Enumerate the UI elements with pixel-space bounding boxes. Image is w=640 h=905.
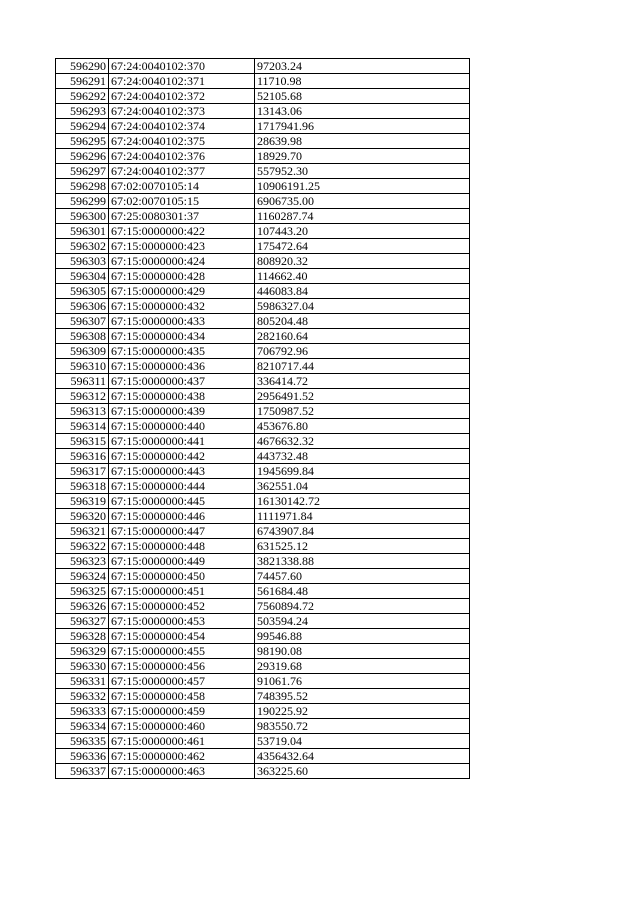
cadastral-number-cell: 67:15:0000000:447 — [109, 524, 255, 539]
cadastral-number-cell: 67:15:0000000:424 — [109, 254, 255, 269]
cadastral-number-cell: 67:15:0000000:445 — [109, 494, 255, 509]
cadastral-number-cell: 67:15:0000000:451 — [109, 584, 255, 599]
cadastral-number-cell: 67:15:0000000:462 — [109, 749, 255, 764]
table-row — [56, 704, 470, 719]
table-row — [56, 584, 470, 599]
table-row — [56, 284, 470, 299]
table-body — [56, 59, 470, 779]
row-number-cell: 596298 — [56, 179, 109, 194]
row-number-cell: 596315 — [56, 434, 109, 449]
row-number-cell: 596319 — [56, 494, 109, 509]
table-row — [56, 179, 470, 194]
cadastral-number-cell: 67:15:0000000:422 — [109, 224, 255, 239]
table-row — [56, 374, 470, 389]
value-cell: 503594.24 — [255, 614, 470, 629]
value-cell: 446083.84 — [255, 284, 470, 299]
row-number-cell: 596336 — [56, 749, 109, 764]
cadastral-number-cell: 67:15:0000000:461 — [109, 734, 255, 749]
value-cell: 99546.88 — [255, 629, 470, 644]
value-cell: 561684.48 — [255, 584, 470, 599]
value-cell: 74457.60 — [255, 569, 470, 584]
row-number-cell: 596292 — [56, 89, 109, 104]
value-cell: 7560894.72 — [255, 599, 470, 614]
row-number-cell: 596294 — [56, 119, 109, 134]
value-cell: 11710.98 — [255, 74, 470, 89]
cadastral-number-cell: 67:15:0000000:439 — [109, 404, 255, 419]
table-row — [56, 764, 470, 779]
value-cell: 6906735.00 — [255, 194, 470, 209]
table-row — [56, 749, 470, 764]
value-cell: 282160.64 — [255, 329, 470, 344]
value-cell: 28639.98 — [255, 134, 470, 149]
table-row — [56, 629, 470, 644]
value-cell: 53719.04 — [255, 734, 470, 749]
cadastral-number-cell: 67:24:0040102:370 — [109, 59, 255, 74]
value-cell: 16130142.72 — [255, 494, 470, 509]
table-row — [56, 434, 470, 449]
cadastral-number-cell: 67:15:0000000:456 — [109, 659, 255, 674]
value-cell: 29319.68 — [255, 659, 470, 674]
cadastral-number-cell: 67:15:0000000:453 — [109, 614, 255, 629]
cadastral-number-cell: 67:15:0000000:463 — [109, 764, 255, 779]
table-row — [56, 419, 470, 434]
cadastral-number-cell: 67:15:0000000:446 — [109, 509, 255, 524]
table-row — [56, 224, 470, 239]
cadastral-number-cell: 67:15:0000000:449 — [109, 554, 255, 569]
row-number-cell: 596313 — [56, 404, 109, 419]
value-cell: 453676.80 — [255, 419, 470, 434]
value-cell: 443732.48 — [255, 449, 470, 464]
row-number-cell: 596334 — [56, 719, 109, 734]
row-number-cell: 596331 — [56, 674, 109, 689]
row-number-cell: 596307 — [56, 314, 109, 329]
cadastral-number-cell: 67:24:0040102:375 — [109, 134, 255, 149]
cadastral-number-cell: 67:15:0000000:448 — [109, 539, 255, 554]
value-cell: 808920.32 — [255, 254, 470, 269]
cadastral-number-cell: 67:15:0000000:438 — [109, 389, 255, 404]
value-cell: 1945699.84 — [255, 464, 470, 479]
table-row — [56, 524, 470, 539]
cadastral-number-cell: 67:15:0000000:443 — [109, 464, 255, 479]
table-row — [56, 509, 470, 524]
value-cell: 6743907.84 — [255, 524, 470, 539]
value-cell: 5986327.04 — [255, 299, 470, 314]
value-cell: 1717941.96 — [255, 119, 470, 134]
value-cell: 175472.64 — [255, 239, 470, 254]
cadastral-number-cell: 67:15:0000000:457 — [109, 674, 255, 689]
row-number-cell: 596323 — [56, 554, 109, 569]
cadastral-number-cell: 67:24:0040102:376 — [109, 149, 255, 164]
row-number-cell: 596306 — [56, 299, 109, 314]
row-number-cell: 596335 — [56, 734, 109, 749]
value-cell: 2956491.52 — [255, 389, 470, 404]
value-cell: 18929.70 — [255, 149, 470, 164]
row-number-cell: 596318 — [56, 479, 109, 494]
table-row — [56, 719, 470, 734]
value-cell: 3821338.88 — [255, 554, 470, 569]
row-number-cell: 596337 — [56, 764, 109, 779]
row-number-cell: 596300 — [56, 209, 109, 224]
table-row — [56, 644, 470, 659]
row-number-cell: 596320 — [56, 509, 109, 524]
value-cell: 190225.92 — [255, 704, 470, 719]
row-number-cell: 596293 — [56, 104, 109, 119]
table-row — [56, 614, 470, 629]
table-row — [56, 404, 470, 419]
cadastral-number-cell: 67:15:0000000:432 — [109, 299, 255, 314]
value-cell: 4356432.64 — [255, 749, 470, 764]
value-cell: 557952.30 — [255, 164, 470, 179]
table-row — [56, 569, 470, 584]
value-cell: 52105.68 — [255, 89, 470, 104]
table-row — [56, 494, 470, 509]
table-row — [56, 209, 470, 224]
row-number-cell: 596302 — [56, 239, 109, 254]
cadastral-number-cell: 67:15:0000000:428 — [109, 269, 255, 284]
cadastral-number-cell: 67:24:0040102:373 — [109, 104, 255, 119]
row-number-cell: 596322 — [56, 539, 109, 554]
row-number-cell: 596324 — [56, 569, 109, 584]
value-cell: 1111971.84 — [255, 509, 470, 524]
cadastral-number-cell: 67:25:0080301:37 — [109, 209, 255, 224]
value-cell: 983550.72 — [255, 719, 470, 734]
cadastral-number-cell: 67:15:0000000:454 — [109, 629, 255, 644]
table-row — [56, 89, 470, 104]
row-number-cell: 596296 — [56, 149, 109, 164]
cadastral-number-cell: 67:15:0000000:434 — [109, 329, 255, 344]
row-number-cell: 596312 — [56, 389, 109, 404]
cadastral-number-cell: 67:15:0000000:444 — [109, 479, 255, 494]
table-row — [56, 134, 470, 149]
cadastral-number-cell: 67:15:0000000:435 — [109, 344, 255, 359]
row-number-cell: 596326 — [56, 599, 109, 614]
table-row — [56, 464, 470, 479]
table-row — [56, 299, 470, 314]
table-row — [56, 104, 470, 119]
value-cell: 4676632.32 — [255, 434, 470, 449]
cadastral-number-cell: 67:02:0070105:15 — [109, 194, 255, 209]
row-number-cell: 596304 — [56, 269, 109, 284]
cadastral-number-cell: 67:24:0040102:374 — [109, 119, 255, 134]
cadastral-number-cell: 67:15:0000000:433 — [109, 314, 255, 329]
cadastral-number-cell: 67:15:0000000:450 — [109, 569, 255, 584]
value-cell: 1160287.74 — [255, 209, 470, 224]
row-number-cell: 596317 — [56, 464, 109, 479]
row-number-cell: 596291 — [56, 74, 109, 89]
cadastral-number-cell: 67:15:0000000:437 — [109, 374, 255, 389]
row-number-cell: 596314 — [56, 419, 109, 434]
cadastral-number-cell: 67:02:0070105:14 — [109, 179, 255, 194]
cadastral-number-cell: 67:15:0000000:455 — [109, 644, 255, 659]
value-cell: 631525.12 — [255, 539, 470, 554]
row-number-cell: 596290 — [56, 59, 109, 74]
cadastral-value-table — [55, 58, 470, 779]
table-row — [56, 269, 470, 284]
row-number-cell: 596297 — [56, 164, 109, 179]
cadastral-number-cell: 67:24:0040102:372 — [109, 89, 255, 104]
row-number-cell: 596303 — [56, 254, 109, 269]
cadastral-number-cell: 67:15:0000000:458 — [109, 689, 255, 704]
row-number-cell: 596305 — [56, 284, 109, 299]
value-cell: 706792.96 — [255, 344, 470, 359]
table-row — [56, 59, 470, 74]
table-row — [56, 149, 470, 164]
table-row — [56, 734, 470, 749]
row-number-cell: 596301 — [56, 224, 109, 239]
cadastral-number-cell: 67:15:0000000:452 — [109, 599, 255, 614]
cadastral-number-cell: 67:24:0040102:371 — [109, 74, 255, 89]
row-number-cell: 596329 — [56, 644, 109, 659]
cadastral-number-cell: 67:15:0000000:460 — [109, 719, 255, 734]
value-cell: 336414.72 — [255, 374, 470, 389]
table-row — [56, 74, 470, 89]
value-cell: 13143.06 — [255, 104, 470, 119]
cadastral-number-cell: 67:15:0000000:423 — [109, 239, 255, 254]
row-number-cell: 596316 — [56, 449, 109, 464]
cadastral-number-cell: 67:24:0040102:377 — [109, 164, 255, 179]
table-row — [56, 539, 470, 554]
value-cell: 363225.60 — [255, 764, 470, 779]
value-cell: 8210717.44 — [255, 359, 470, 374]
row-number-cell: 596299 — [56, 194, 109, 209]
table-row — [56, 479, 470, 494]
row-number-cell: 596327 — [56, 614, 109, 629]
row-number-cell: 596321 — [56, 524, 109, 539]
table-row — [56, 389, 470, 404]
table-row — [56, 164, 470, 179]
table-row — [56, 599, 470, 614]
value-cell: 1750987.52 — [255, 404, 470, 419]
table-row — [56, 689, 470, 704]
value-cell: 98190.08 — [255, 644, 470, 659]
value-cell: 748395.52 — [255, 689, 470, 704]
row-number-cell: 596328 — [56, 629, 109, 644]
table-row — [56, 119, 470, 134]
cadastral-number-cell: 67:15:0000000:442 — [109, 449, 255, 464]
row-number-cell: 596325 — [56, 584, 109, 599]
cadastral-number-cell: 67:15:0000000:441 — [109, 434, 255, 449]
row-number-cell: 596333 — [56, 704, 109, 719]
row-number-cell: 596295 — [56, 134, 109, 149]
table-row — [56, 344, 470, 359]
table-row — [56, 329, 470, 344]
value-cell: 97203.24 — [255, 59, 470, 74]
value-cell: 805204.48 — [255, 314, 470, 329]
cadastral-number-cell: 67:15:0000000:440 — [109, 419, 255, 434]
row-number-cell: 596308 — [56, 329, 109, 344]
value-cell: 114662.40 — [255, 269, 470, 284]
table-row — [56, 674, 470, 689]
table-row — [56, 359, 470, 374]
value-cell: 10906191.25 — [255, 179, 470, 194]
value-cell: 362551.04 — [255, 479, 470, 494]
row-number-cell: 596330 — [56, 659, 109, 674]
table-row — [56, 239, 470, 254]
row-number-cell: 596310 — [56, 359, 109, 374]
cadastral-number-cell: 67:15:0000000:436 — [109, 359, 255, 374]
table-row — [56, 554, 470, 569]
cadastral-number-cell: 67:15:0000000:459 — [109, 704, 255, 719]
value-cell: 107443.20 — [255, 224, 470, 239]
table-row — [56, 449, 470, 464]
cadastral-number-cell: 67:15:0000000:429 — [109, 284, 255, 299]
row-number-cell: 596332 — [56, 689, 109, 704]
table-row — [56, 194, 470, 209]
table-row — [56, 659, 470, 674]
value-cell: 91061.76 — [255, 674, 470, 689]
row-number-cell: 596309 — [56, 344, 109, 359]
table-row — [56, 254, 470, 269]
row-number-cell: 596311 — [56, 374, 109, 389]
table-row — [56, 314, 470, 329]
